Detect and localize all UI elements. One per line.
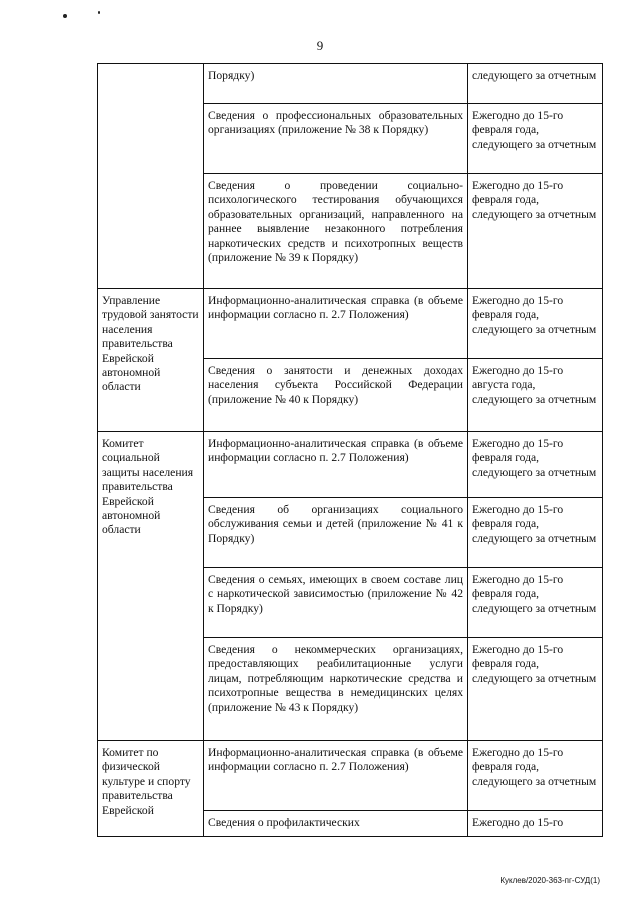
info-cell: Информационно-аналитическая справка (в объеме информации согласно п. 2.7 Положения) — [204, 289, 468, 359]
deadline-cell: Ежегодно до 15-го февраля года, следующего за отчетным — [468, 638, 603, 741]
deadline-cell: Ежегодно до 15-го — [468, 811, 603, 837]
table-row — [98, 64, 603, 104]
department-cell: Управление трудовой занятости населения правительства Еврейской автономной области — [98, 289, 204, 432]
info-cell: Информационно-аналитическая справка (в объеме информации согласно п. 2.7 Положения) — [204, 741, 468, 811]
info-cell: Сведения о профессиональных образовательных организациях (приложение № 38 к Порядку) — [204, 104, 468, 174]
info-cell: Сведения о занятости и денежных доходах населения субъекта Российской Федерации (приложение № 40 к Порядку) — [204, 359, 468, 432]
scan-speck — [63, 14, 67, 18]
deadline-cell: следующего за отчетным — [468, 64, 603, 104]
deadline-cell: Ежегодно до 15-го февраля года, следующего за отчетным — [468, 174, 603, 289]
info-cell: Сведения о проведении социально-психологического тестирования обучающихся образовательных организаций, направленного на раннее выявление незаконного потребления наркотических средств и психотропных веществ (приложение № 39 к Порядку) — [204, 174, 468, 289]
deadline-cell: Ежегодно до 15-го февраля года, следующего за отчетным — [468, 568, 603, 638]
department-cell — [98, 64, 204, 289]
table-row — [98, 432, 603, 498]
table-row — [98, 289, 603, 359]
info-cell: Информационно-аналитическая справка (в объеме информации согласно п. 2.7 Положения) — [204, 432, 468, 498]
deadline-cell: Ежегодно до 15-го февраля года, следующего за отчетным — [468, 432, 603, 498]
reporting-table — [97, 63, 603, 837]
info-cell: Сведения о профилактических — [204, 811, 468, 837]
info-cell: Сведения об организациях социального обслуживания семьи и детей (приложение № 41 к Порядку) — [204, 498, 468, 568]
deadline-cell: Ежегодно до 15-го августа года, следующего за отчетным — [468, 359, 603, 432]
deadline-cell: Ежегодно до 15-го февраля года, следующего за отчетным — [468, 741, 603, 811]
info-cell: Сведения о некоммерческих организациях, предоставляющих реабилитационные услуги лицам, потребляющим наркотические средства и психотропные вещества в немедицинских целях (приложение № 43 к Порядку) — [204, 638, 468, 741]
table-row — [98, 741, 603, 811]
deadline-cell: Ежегодно до 15-го февраля года, следующего за отчетным — [468, 498, 603, 568]
department-cell: Комитет социальной защиты населения правительства Еврейской автономной области — [98, 432, 204, 741]
page-number: 9 — [316, 38, 324, 53]
scan-speck — [98, 11, 100, 14]
deadline-cell: Ежегодно до 15-го февраля года, следующего за отчетным — [468, 104, 603, 174]
info-cell: Порядку) — [204, 64, 468, 104]
department-cell: Комитет по физической культуре и спорту правительства Еврейской — [98, 741, 204, 837]
deadline-cell: Ежегодно до 15-го февраля года, следующего за отчетным — [468, 289, 603, 359]
document-registration-code: Куклев/2020-363-пг-СУД(1) — [500, 876, 600, 885]
info-cell: Сведения о семьях, имеющих в своем составе лиц с наркотической зависимостью (приложение № 42 к Порядку) — [204, 568, 468, 638]
